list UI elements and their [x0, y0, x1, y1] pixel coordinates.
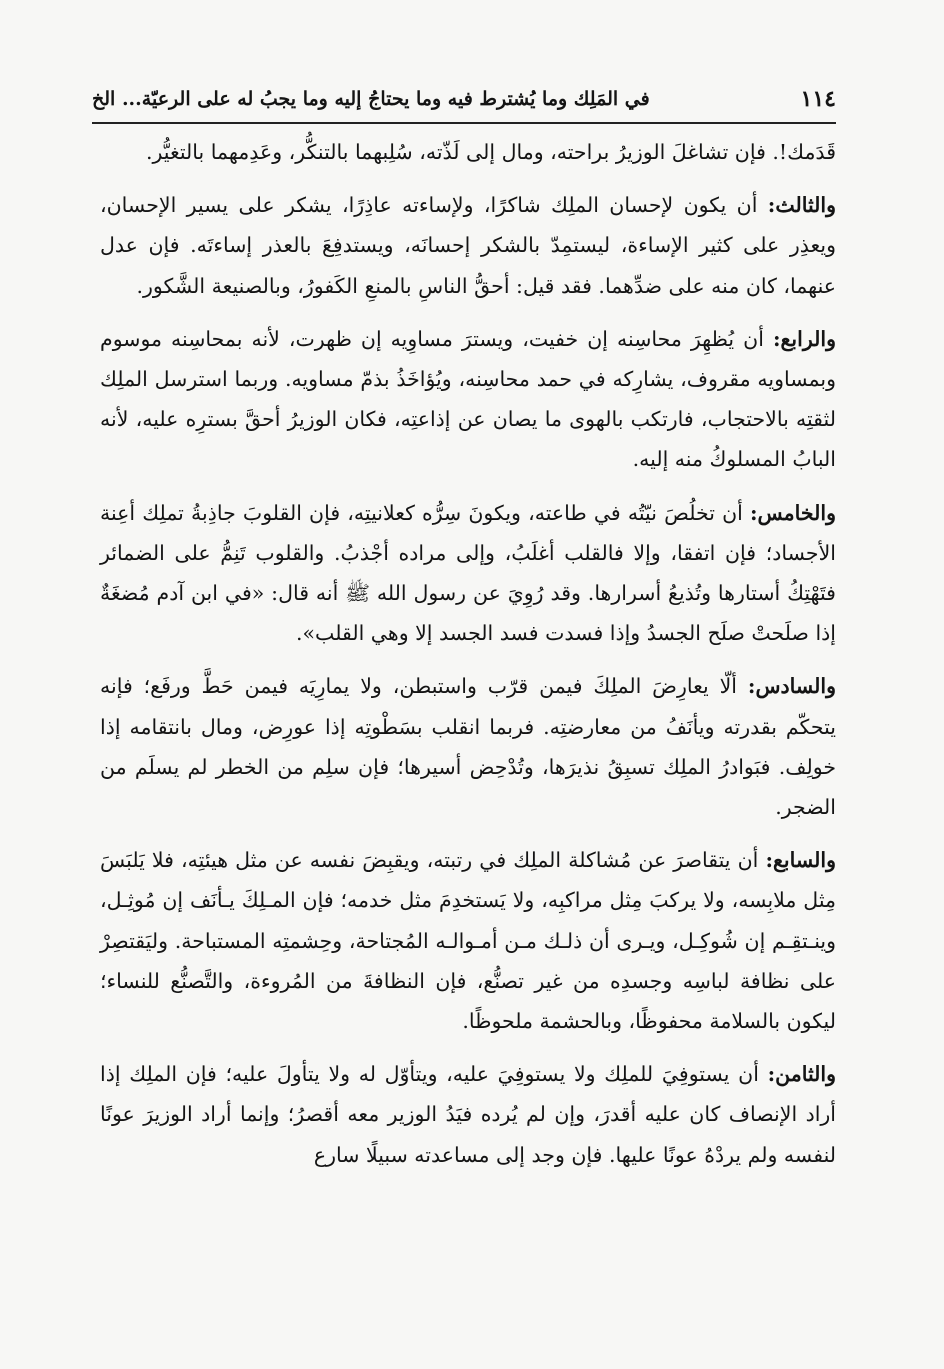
paragraph-text: أن يُظهِرَ محاسِنه إن خفيت، ويسترَ مساوِيه إن ظهرت، لأنه بمحاسِنه موسوم وبمساويه مقروف، يشارِكه في حمد محاسِنه، ويُؤاخَذُ بذمّ مساويه. وربما استرسل الملِك لثقتِه بالاحتجاب، فارتكب بالهوى ما يصان عن إذاعتِه، فكان الوزيرُ أحقَّ بسترِه عليه، لأنه البابُ المسلوكُ منه إليه. — [100, 326, 836, 472]
paragraph-lead: والسادس: — [747, 674, 836, 699]
running-title: في المَلِك وما يُشترط فيه وما يحتاجُ إليه وما يجبُ له على الرعيّة... الخ — [92, 88, 650, 110]
paragraph-lead: والثامن: — [767, 1062, 836, 1087]
paragraph-fifth — [100, 493, 836, 654]
paragraph-lead: والثالث: — [767, 193, 836, 218]
paragraph-lead: والرابع: — [772, 326, 836, 351]
paragraph-lead: والخامس: — [749, 500, 836, 525]
paragraph-sixth — [100, 666, 836, 827]
paragraph-text: أن يستوفِيَ للملِك ولا يستوفِيَ عليه، ويتأوّل له ولا يتأولَ عليه؛ فإن الملِك إذا أراد الإنصاف كان عليه أقدرَ، وإن لم يُرده فيَدُ الوزير معه أقصرُ؛ وإنما أراد الوزيرَ عونًا لنفسه ولم يردْهُ عونًا عليها. فإن وجد إلى مساعدته سبيلًا سارع — [100, 1062, 836, 1167]
paragraph-eighth — [100, 1054, 836, 1175]
paragraph-continuation — [100, 132, 836, 172]
paragraph-text: ألّا يعارِضَ الملِكَ فيمن قرّب واستبطن، ولا يمارِيَه فيمن حَطَّ ورفَع؛ فإنه يتحكّم بقدرته ويأنَفُ من معارضتِه. فربما انقلب بسَطْوتِه إذا عورِض، ومال بانتقامه إذا خولِف. فبَوادرُ الملِك تسبِقُ نذيرَها، وتُدْحِض أسيرها؛ فإن سلِم من الخطر لم يسلَم من الضجر. — [100, 674, 836, 820]
page-header — [92, 80, 836, 124]
paragraph-text: أن تخلُصَ نيّتُه في طاعته، ويكونَ سِرُّه كعلانيتِه، فإن القلوبَ جاذِبةُ تملِك أعِنة الأجساد؛ فإن اتفقا، وإلا فالقلب أغلَبُ، وإلى مراده أجْذبُ. والقلوب تَنِمُّ على الضمائر فتَهْتِكُ أستارها وتُذيعُ أسرارها. وقد رُوِيَ عن رسول الله ﷺ أنه قال: «في ابن آدم مُضغَةٌ إذا صلَحتْ صلَح الجسدُ وإذا فسدت فسد الجسد إلا وهي القلب». — [100, 500, 836, 646]
paragraph-third — [100, 185, 836, 306]
paragraph-lead: والسابع: — [765, 848, 836, 873]
header-rule — [92, 122, 836, 124]
body-text — [100, 132, 836, 1188]
paragraph-fourth — [100, 319, 836, 480]
page-number: ١١٤ — [800, 86, 836, 112]
paragraph-seventh — [100, 840, 836, 1041]
paragraph-text: قَدَمك!. فإن تشاغلَ الوزيرُ براحته، ومال إلى لَذّته، سُلِبهما بالتنكُّر، وعَدِمهما بالتغيُّر. — [145, 140, 836, 164]
paragraph-text: أن يكون لإحسان الملِك شاكرًا، ولإساءته عاذِرًا، يشكر على يسير الإحسان، ويعذِر على كثير الإساءة، ليستمِدّ بالشكر إحسانَه، ويستدفِعَ بالعذر إساءتَه. فإن عدل عنهما، كان منه على ضدِّهما. فقد قيل: أحقُّ الناسِ بالمنعِ الكَفورُ، وبالصنيعة الشَّكور. — [100, 193, 836, 298]
paragraph-text: أن يتقاصرَ عن مُشاكلة الملِك في رتبته، ويقبِضَ نفسه عن مثل هيئتِه، فلا يَلبَسَ مِثل ملابِسه، ولا يركبَ مِثل مراكبِه، ولا يَستخدِمَ مثل خدمه؛ فإن المـلِكَ يـأنَف إن مُوثِـل، وينـتقِـم إن شُوكِـل، ويـرى أن ذلـك مـن أمـوالـه المُجتاحة، وحِشمتِه المستباحة. وليَقتصِرْ على نظافة لباسِه وجسدِه من غير تصنُّع، فإن النظافةَ من المُروءة، والتَّصنُّع للنساء؛ ليكون بالسلامة محفوظًا، وبالحشمة ملحوظًا. — [100, 848, 836, 1034]
